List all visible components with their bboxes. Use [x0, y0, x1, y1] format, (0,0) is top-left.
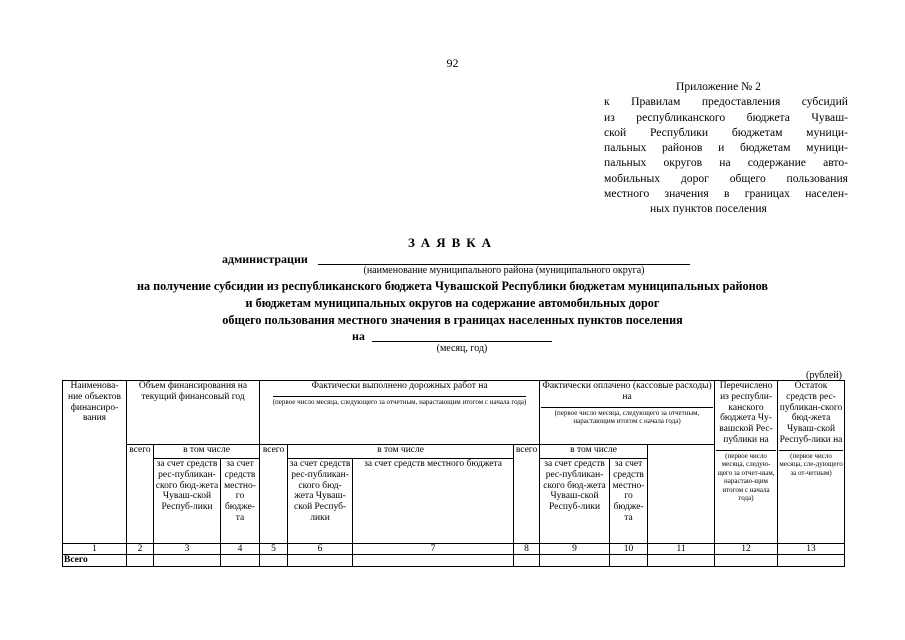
appendix-line: пальных районов и бюджетам муници- [604, 141, 848, 155]
header-balance-blank[interactable] [779, 449, 843, 451]
date-note: (месяц, год) [436, 343, 488, 354]
column-number: 11 [648, 543, 715, 554]
column-number: 8 [514, 543, 540, 554]
column-number: 12 [715, 543, 778, 554]
date-label: на [352, 329, 365, 343]
column-number: 1 [63, 543, 127, 554]
appendix-line: из республиканского бюджета Чуваш- [604, 110, 848, 124]
header-done [260, 381, 540, 445]
header-paid [540, 381, 715, 445]
header-paid-label: Фактически оплачено (кассовые расходы) на [542, 381, 712, 402]
header-transferred-note: (первое число месяца, следую-щего за отчет-ным, нарастаю-щим итогом с начала года) [717, 451, 775, 503]
header-done-note: (первое число месяца, следующего за отчетным, нарастающим итогом с начала года) [272, 397, 527, 406]
total-row-label: Всего [63, 554, 127, 566]
page-number: 92 [446, 56, 459, 70]
header-total: всего [260, 445, 288, 544]
admin-label: администрации [222, 252, 308, 266]
appendix-line: Приложение № 2 [676, 80, 761, 93]
date-blank[interactable] [372, 341, 552, 342]
table-cell[interactable] [154, 554, 221, 566]
header-balance [778, 381, 845, 544]
header-local-budget: за счет средств местного бюджета [353, 458, 514, 543]
appendix-line: мобильных дорог общего пользования [604, 171, 848, 185]
column-number: 3 [154, 543, 221, 554]
column-number: 10 [610, 543, 648, 554]
purpose-line: общего пользования местного значения в границах населенных пунктов поселения [222, 313, 683, 327]
column-number: 4 [221, 543, 260, 554]
header-transferred-label: Перечислено из республи-канского бюджета Чу-вашской Рес-публики на [719, 381, 773, 445]
appendix-line: пальных округов на содержание авто- [604, 156, 848, 170]
header-rep-budget: за счет средств рес-публикан-ского бюд-жета Чуваш-ской Респуб-лики [288, 458, 353, 543]
header-paid-blank[interactable] [541, 406, 713, 408]
application-table [62, 380, 845, 567]
column-number: 13 [778, 543, 845, 554]
header-done-label: Фактически выполнено дорожных работ на [311, 381, 488, 391]
header-rep-budget: за счет средств рес-публикан-ского бюд-жета Чуваш-ской Респуб-лики [154, 458, 221, 543]
column-number: 7 [353, 543, 514, 554]
header-transferred-blank[interactable] [716, 449, 776, 451]
table-cell[interactable] [260, 554, 288, 566]
header-total: всего [514, 445, 540, 544]
purpose-line: и бюджетам муниципальных округов на содержание автомобильных дорог [245, 296, 660, 310]
header-incl: в том числе [540, 445, 648, 459]
table-cell[interactable] [288, 554, 353, 566]
header-rep-budget: за счет средств рес-публикан-ского бюд-жета Чуваш-ской Респуб-лики [540, 458, 610, 543]
header-object-name: Наименова-ние объектов финансиро-вания [63, 381, 127, 544]
header-total: всего [127, 445, 154, 544]
purpose-line: на получение субсидии из республиканского бюджета Чувашской Республики бюджетам муниципальных районов [136, 279, 768, 293]
column-number: 9 [540, 543, 610, 554]
appendix-line: местного значения в границах населен- [604, 187, 848, 201]
appendix-block [604, 79, 848, 217]
header-balance-label: Остаток средств рес-публикан-ского бюд-жета Чуваш-ской Респуб-лики на [779, 381, 843, 445]
table-cell[interactable] [648, 554, 715, 566]
column-number: 2 [127, 543, 154, 554]
appendix-line: к Правилам предоставления субсидий [604, 95, 848, 109]
table-cell[interactable] [715, 554, 778, 566]
table-cell[interactable] [540, 554, 610, 566]
header-paid-note: (первое число месяца, следующего за отчетным, нарастающим итогом с начала года) [554, 408, 700, 426]
header-incl: в том числе [154, 445, 260, 459]
appendix-line: ных пунктов поселения [650, 202, 767, 216]
header-incl: в том числе [288, 445, 514, 459]
table-cell[interactable] [127, 554, 154, 566]
column-number-row [63, 543, 845, 554]
header-volume: Объем финансирования на текущий финансовый год [127, 381, 260, 445]
table-cell[interactable] [353, 554, 514, 566]
table-cell[interactable] [221, 554, 260, 566]
table-cell[interactable] [778, 554, 845, 566]
header-local-budget: за счет средств местно-го бюдже-та [221, 458, 260, 543]
appendix-line: ской Республики бюджетам муници- [604, 125, 848, 139]
admin-name-note: (наименование муниципального района (муниципального округа) [363, 265, 645, 276]
header-done-blank[interactable] [273, 395, 526, 397]
total-row [63, 554, 845, 566]
header-balance-note: (первое число месяца, сле-дующего за от-четным) [779, 451, 843, 477]
column-number: 5 [260, 543, 288, 554]
table-cell[interactable] [610, 554, 648, 566]
header-transferred [715, 381, 778, 544]
header-local-budget: за счет средств местно-го бюдже-та [610, 458, 648, 543]
column-number: 6 [288, 543, 353, 554]
document-title: ЗАЯВКА [407, 235, 498, 250]
table-cell[interactable] [514, 554, 540, 566]
currency-unit: (рублей) [806, 370, 843, 381]
